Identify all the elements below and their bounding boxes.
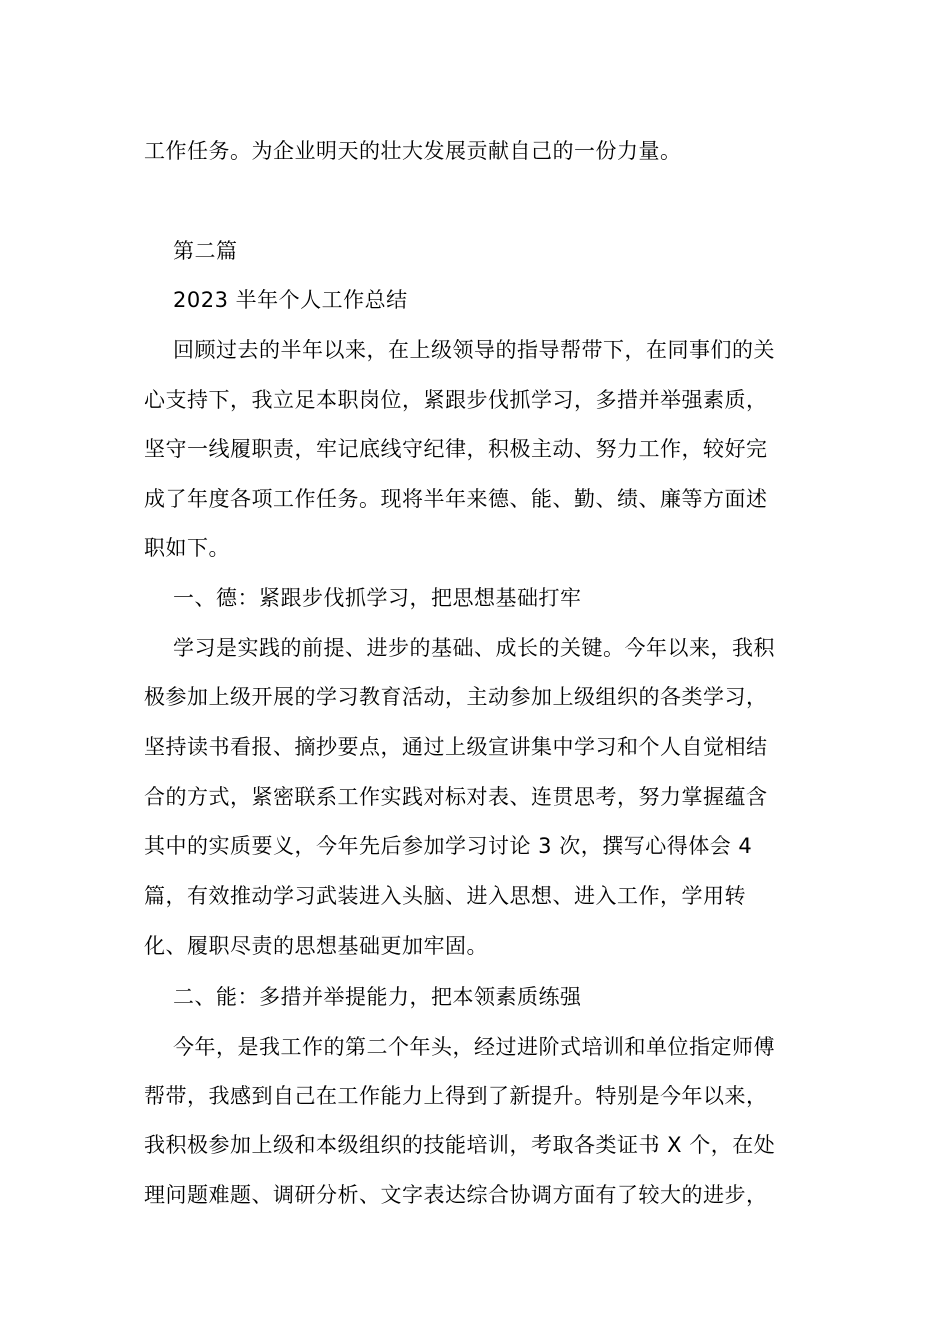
paragraph-line: 篇，有效推动学习武装进入头脑、进入思想、进入工作，学用转 — [144, 884, 746, 908]
paragraph-line: 职如下。 — [144, 536, 230, 560]
paragraph-line: 坚守一线履职责，牢记底线守纪律，积极主动、努力工作，较好完 — [144, 437, 768, 461]
paragraph-line: 学习是实践的前提、进步的基础、成长的关键。今年以来，我积 — [173, 636, 775, 660]
subsection-heading: 二、能：多措并举提能力，把本领素质练强 — [173, 985, 582, 1009]
paragraph-line: 成了年度各项工作任务。现将半年来德、能、勤、绩、廉等方面述 — [144, 487, 768, 511]
paragraph-line: 理问题难题、调研分析、文字表达综合协调方面有了较大的进步， — [144, 1183, 768, 1207]
paragraph-line: 其中的实质要义，今年先后参加学习讨论 3 次，撰写心得体会 4 — [144, 834, 753, 858]
document-title: 2023 半年个人工作总结 — [173, 288, 408, 312]
paragraph-line: 极参加上级开展的学习教育活动，主动参加上级组织的各类学习， — [144, 685, 768, 709]
paragraph-line: 坚持读书看报、摘抄要点，通过上级宣讲集中学习和个人自觉相结 — [144, 735, 768, 759]
subsection-heading: 一、德：紧跟步伐抓学习，把思想基础打牢 — [173, 586, 582, 610]
paragraph-line: 帮带，我感到自己在工作能力上得到了新提升。特别是今年以来， — [144, 1084, 768, 1108]
paragraph-line: 回顾过去的半年以来，在上级领导的指导帮带下，在同事们的关 — [173, 338, 775, 362]
paragraph-line: 工作任务。为企业明天的壮大发展贡献自己的一份力量。 — [144, 139, 682, 163]
paragraph-line: 心支持下，我立足本职岗位，紧跟步伐抓学习，多措并举强素质， — [144, 388, 768, 412]
paragraph-line: 今年，是我工作的第二个年头，经过进阶式培训和单位指定师傅 — [173, 1035, 775, 1059]
section-heading: 第二篇 — [173, 239, 238, 263]
paragraph-line: 化、履职尽责的思想基础更加牢固。 — [144, 934, 488, 958]
paragraph-line: 我积极参加上级和本级组织的技能培训，考取各类证书 X 个，在处 — [144, 1133, 776, 1157]
paragraph-line: 合的方式，紧密联系工作实践对标对表、连贯思考，努力掌握蕴含 — [144, 785, 768, 809]
